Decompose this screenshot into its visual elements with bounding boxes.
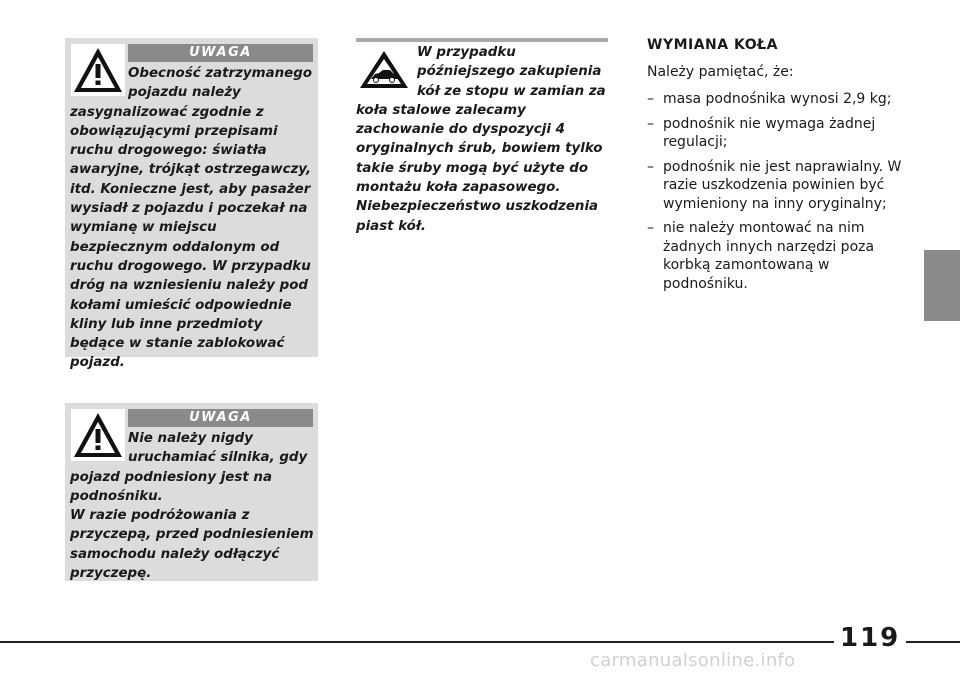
section-title: WYMIANA KOŁA xyxy=(647,37,778,53)
list-item: – podnośnik nie wymaga żadnej regulacji; xyxy=(647,115,917,152)
list-item: – masa podnośnika wynosi 2,9 kg; xyxy=(647,90,917,109)
section-tab xyxy=(924,250,960,321)
warning-header: UWAGA xyxy=(128,44,313,62)
footer-rule xyxy=(0,641,960,643)
warning-text: Obecność zatrzymanego pojazdu należy zasygnalizować zgodnie z obowiązującymi przepisami ruchu drogowego: światła awaryjne, trójkąt ostrzegawczy, itd. Konieczne jest, aby pasażer wysiadł z pojazdu i poczekał na wymianę w miejscu bezpiecznym oddalonym od ruchu drogowego. W przypadku dróg na wzniesieniu należy pod kołami umieścić odpowiednie kliny lub inne przedmioty będące w stanie zablokować pojazd. xyxy=(70,66,313,371)
list-item: – nie należy montować na nim żadnych innych narzędzi poza korbką zamontowaną w podnośniku. xyxy=(647,219,917,293)
list-item: – podnośnik nie jest naprawialny. W razie uszkodzenia powinien być wymieniony na inny oryginalny; xyxy=(647,158,917,214)
car-warning-text: W przypadku późniejszego zakupienia kół ze stopu w zamian za koła stalowe zalecamy zachowanie do dyspozycji 4 oryginalnych śrub, bowiem tylko takie śruby mogą być użyte do montażu koła zapasowego. Niebezpieczeństwo uszkodzenia piast kół. xyxy=(356,45,606,234)
warning-box-2 xyxy=(65,403,318,581)
section-intro: Należy pamiętać, że: xyxy=(647,64,794,80)
column-rule xyxy=(356,38,608,42)
page-number: 119 xyxy=(834,620,906,656)
warning-box-1 xyxy=(65,38,318,371)
watermark: carmanualsonline.info xyxy=(590,650,796,671)
warning-text: Nie należy nigdy uruchamiać silnika, gdy pojazd podniesiony jest na podnośniku. W razie podróżowania z przyczepą, przed podniesieniem samochodu należy odłączyć przyczepę. xyxy=(70,431,314,582)
warning-header: UWAGA xyxy=(128,409,313,427)
bullet-list xyxy=(647,90,917,299)
